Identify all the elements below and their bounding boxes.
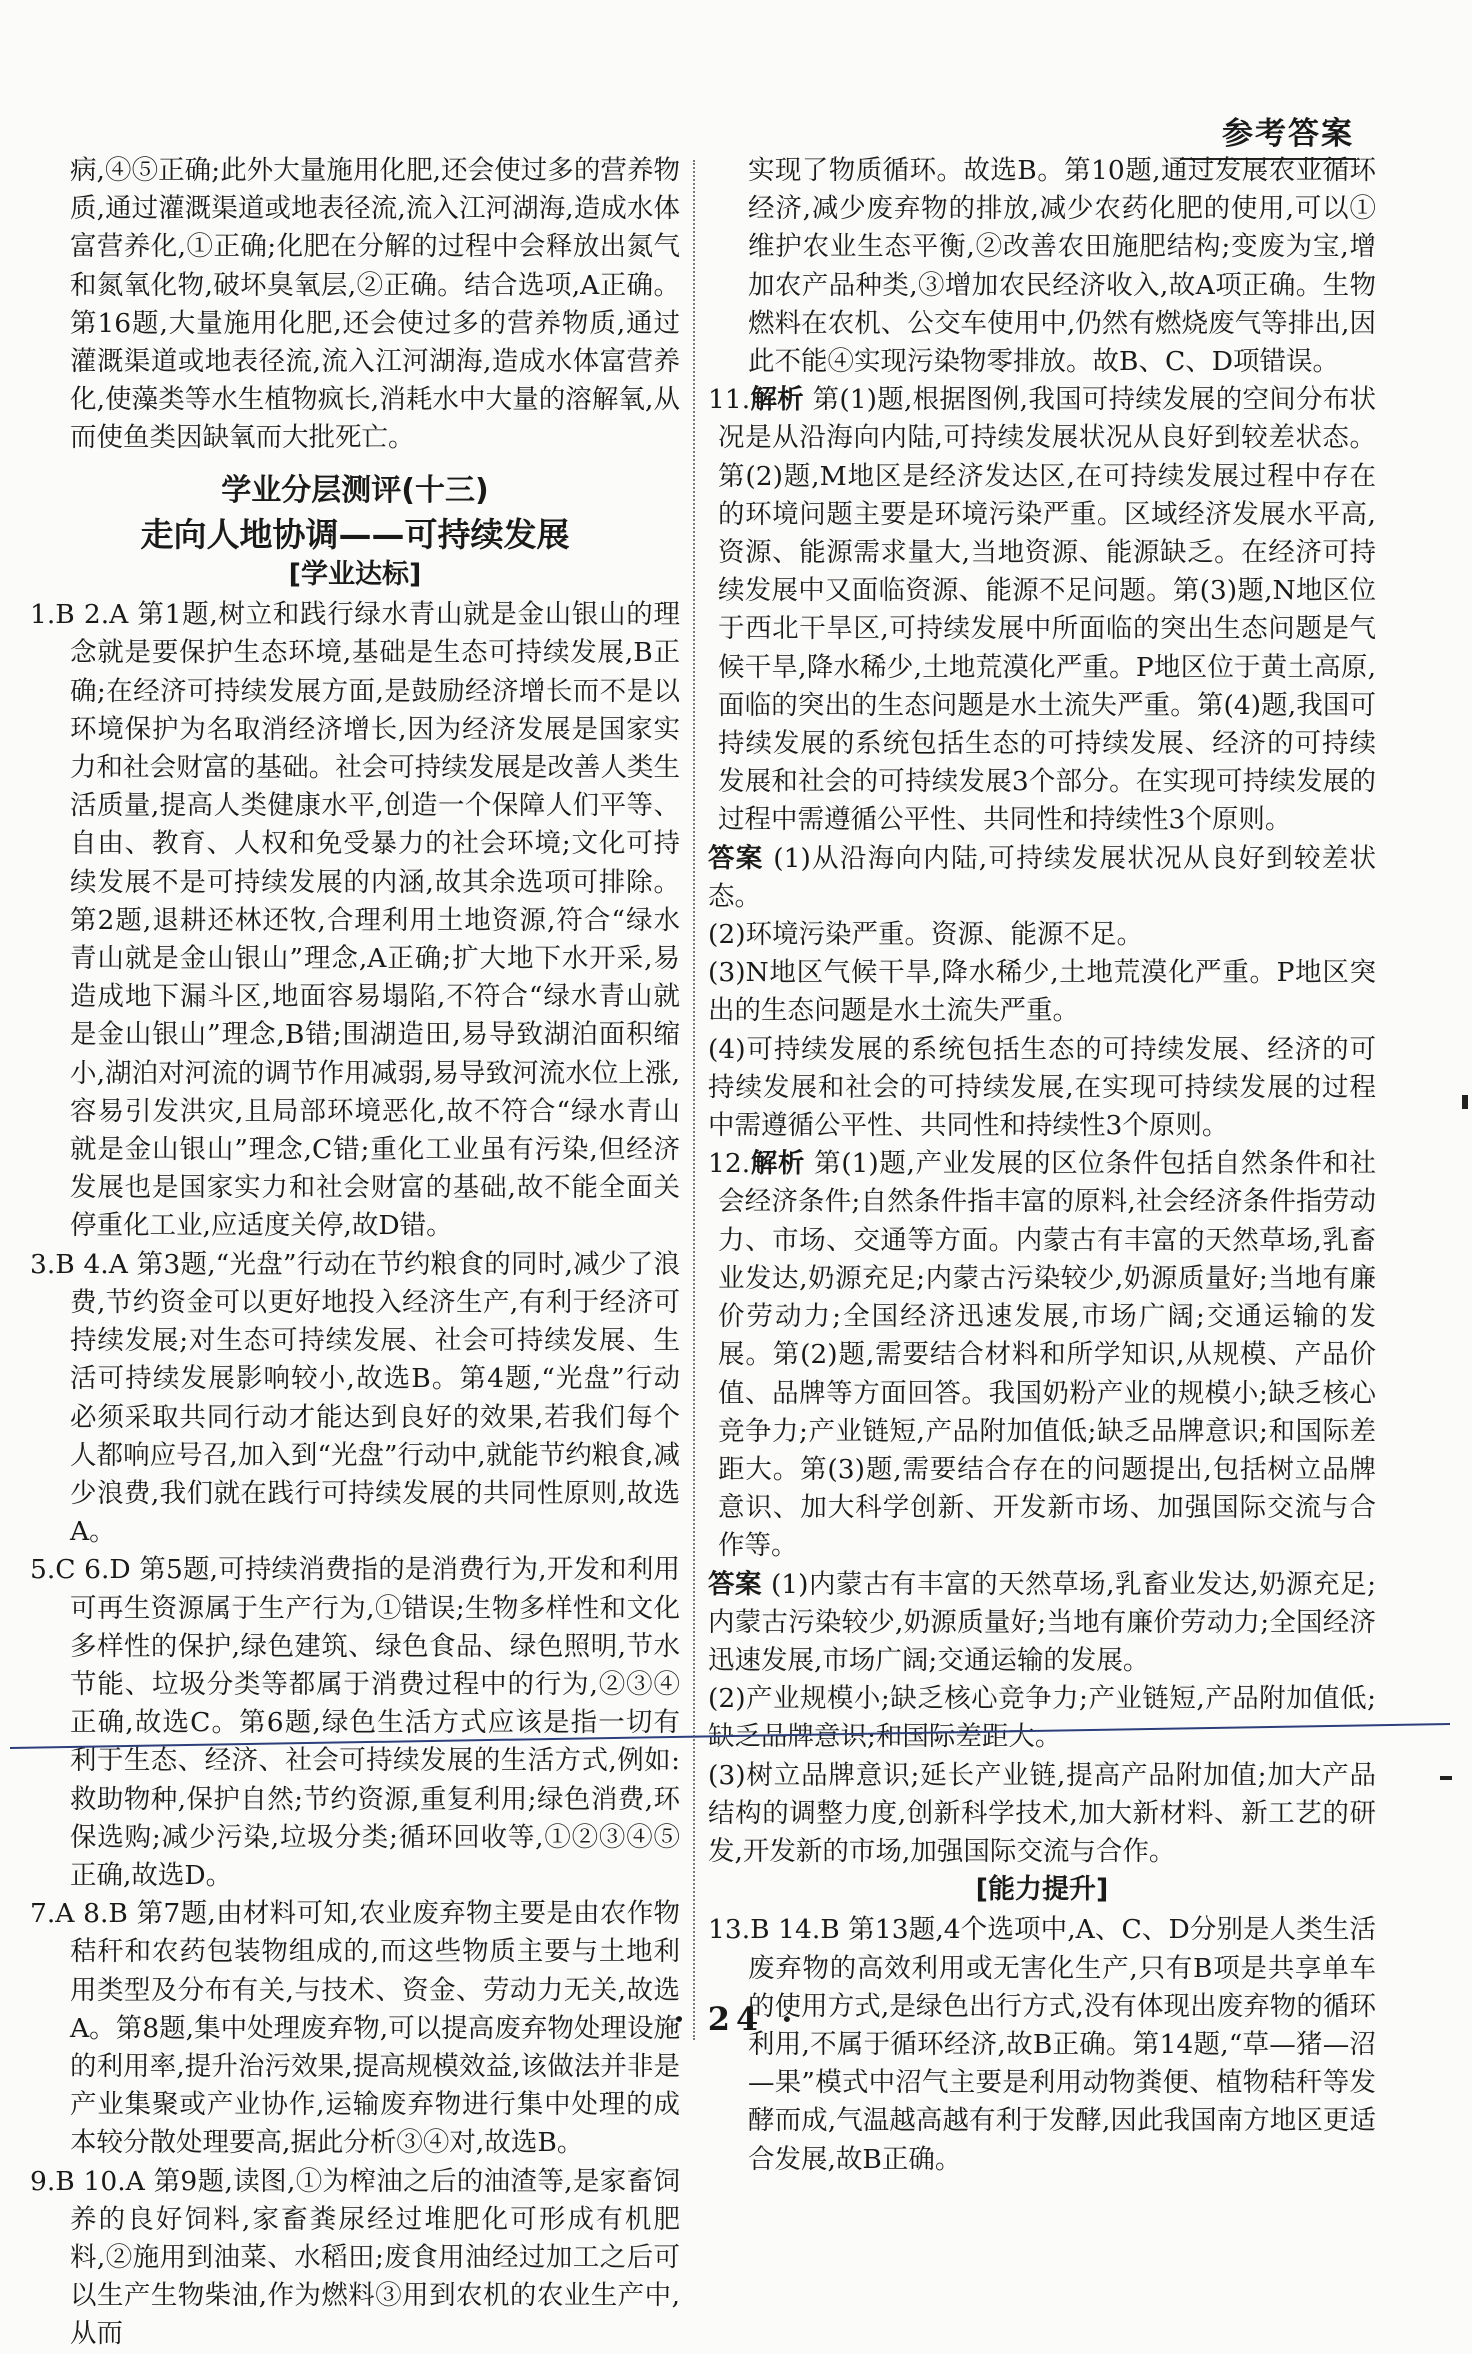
q12-analysis-label: 解析	[750, 1148, 806, 1180]
answer-3-4: 3.B 4.A 第3题,“光盘”行动在节约粮食的同时,减少了浪费,节约资金可以更好地投入经济生产,有利于经济可持续发展;对生态可持续发展、社会可持续发展、生活可持续发展影响较小,故选B。第4题,“光盘”行动必须采取共同行动才能达到良好的效果,若我们每个人都响应号召,加入到“光盘”行动中,就能节约粮食,减少浪费,我们就在践行可持续发展的共同性原则,故选A。	[30, 1248, 680, 1548]
left-intro-paragraph: 病,④⑤正确;此外大量施用化肥,还会使过多的营养物质,通过灌溉渠道或地表径流,流入江河湖海,造成水体富营养化,①正确;化肥在分解的过程中会释放出氮气和氮氧化物,破坏臭氧层,②正确。结合选项,A正确。第16题,大量施用化肥,还会使过多的营养物质,通过灌溉渠道或地表径流,流入江河湖海,造成水体富营养化,使藻类等水生植物疯长,消耗水中大量的溶解氧,从而使鱼类因缺氧而大批死亡。	[70, 155, 680, 454]
header-title: 参考答案	[1222, 116, 1354, 152]
right-column	[708, 152, 1376, 2179]
column-divider	[693, 160, 695, 2040]
q11-answer-1: (1)从沿海向内陆,可持续发展状况从良好到较差状态。	[708, 842, 1376, 912]
q11-answer-2: (2)环境污染严重。资源、能源不足。	[708, 919, 1144, 951]
q11-analysis-text: 第(1)题,根据图例,我国可持续发展的空间分布状况是从沿海向内陆,可持续发展状况从良好到较差状态。第(2)题,M地区是经济发达区,在可持续发展过程中存在的环境问题主要是环境污染严重。区域经济发展水平高,资源、能源需求量大,当地资源、能源缺乏。在经济可持续发展中又面临资源、能源不足问题。第(3)题,N地区位于西北干旱区,可持续发展中所面临的突出生态问题是气候干旱,降水稀少,土地荒漠化严重。P地区位于黄土高原,面临的突出的生态问题是水土流失严重。第(4)题,我国可持续发展的系统包括生态的可持续发展、经济的可持续发展和社会的可持续发展3个部分。在实现可持续发展的过程中需遵循公平性、共同性和持续性3个原则。	[718, 384, 1376, 836]
question-11-answer	[708, 840, 1376, 916]
q11-answer-label: 答案	[708, 842, 764, 874]
answer-13-14: 13.B 14.B 第13题,4个选项中,A、C、D分别是人类生活废弃物的高效利用或无害化生产,只有B项是共享单车的使用方式,是绿色出行方式,没有体现出废弃物的循环利用,不属于循环经济,故B正确。第14题,“草—猪—沼—果”模式中沼气主要是利用动物粪便、植物秸秆等发酵而成,气温越高越有利于发酵,因此我国南方地区更适合发展,故B正确。	[708, 1914, 1376, 2175]
q12-answer-label: 答案	[708, 1568, 763, 1600]
q12-answer-3: (3)树立品牌意识;延长产业链,提高产品附加值;加大产品结构的调整力度,创新科学技术,加大新材料、新工艺的研发,开发新的市场,加强国际交流与合作。	[708, 1759, 1376, 1867]
question-12-analysis	[708, 1145, 1376, 1565]
section-subtitle: 走向人地协调——可持续发展	[140, 514, 570, 554]
edge-mark	[1440, 1776, 1452, 1780]
q12-answer-2: (2)产业规模小;缺乏核心竞争力;产业链短,产品附加值低;缺乏品牌意识;和国际差距大。	[708, 1683, 1376, 1753]
question-11-analysis	[708, 381, 1376, 839]
q11-answer-4: (4)可持续发展的系统包括生态的可持续发展、经济的可持续发展和社会的可持续发展,在实现可持续发展的过程中需遵循公平性、共同性和持续性3个原则。	[708, 1033, 1376, 1142]
answer-5-6: 5.C 6.D 第5题,可持续消费指的是消费行为,开发和利用可再生资源属于生产行为,①错误;生物多样性和文化多样性的保护,绿色建筑、绿色食品、绿色照明,节水节能、垃圾分类等都属于消费过程中的行为,②③④正确,故选C。第6题,绿色生活方式应该是指一切有利于生态、经济、社会可持续发展的生活方式,例如:救助物种,保护自然;节约资源,重复利用;绿色消费,环保选购;减少污染,垃圾分类;循环回收等,①②③④⑤正确,故选D。	[30, 1554, 680, 1891]
question-12-answer	[708, 1566, 1376, 1681]
subsection-basic: [学业达标]	[288, 559, 422, 591]
q12-analysis-text: 第(1)题,产业发展的区位条件包括自然条件和社会经济条件;自然条件指丰富的原料,社会经济条件指劳动力、市场、交通等方面。内蒙古有丰富的天然草场,乳畜业发达,奶源充足;内蒙古污染较少,奶源质量好;当地有廉价劳动力;全国经济迅速发展,市场广阔;交通运输的发展。第(2)题,需要结合材料和所学知识,从规模、产品价值、品牌等方面回答。我国奶粉产业的规模小;缺乏核心竞争力;产业链短,产品附加值低;缺乏品牌意识;和国际差距大。第(3)题,需要结合存在的问题提出,包括树立品牌意识、加大科学创新、开发新市场、加强国际交流与合作等。	[718, 1148, 1376, 1562]
q11-number: 11.	[708, 384, 751, 416]
q12-number: 12.	[708, 1148, 751, 1180]
q11-analysis-label: 解析	[750, 384, 804, 416]
page-number: · 24 ·	[673, 2000, 799, 2038]
edge-mark	[1462, 1095, 1468, 1109]
answer-9-10: 9.B 10.A 第9题,读图,①为榨油之后的油渣等,是家畜饲养的良好饲料,家畜粪尿经过堆肥化可形成有机肥料,②施用到油菜、水稻田;废食用油经过加工之后可以生产生物柴油,作为燃料③用到农机的农业生产中,从而	[30, 2165, 680, 2350]
right-intro-paragraph: 实现了物质循环。故选B。第10题,通过发展农业循环经济,减少废弃物的排放,减少农药化肥的使用,可以①维护农业生态平衡,②改善农田施肥结构;变废为宝,增加农产品种类,③增加农民经济收入,故A项正确。生物燃料在农机、公交车使用中,仍然有燃烧废气等排出,因此不能④实现污染物零排放。故B、C、D项错误。	[748, 155, 1376, 378]
answer-1-2: 1.B 2.A 第1题,树立和践行绿水青山就是金山银山的理念就是要保护生态环境,基础是生态可持续发展,B正确;在经济可持续发展方面,是鼓励经济增长而不是以环境保护为名取消经济增长,因为经济发展是国家实力和社会财富的基础。社会可持续发展是改善人类生活质量,提高人类健康水平,创造一个保障人们平等、自由、教育、人权和免受暴力的社会环境;文化可持续发展不是可持续发展的内涵,故其余选项可排除。第2题,退耕还林还牧,合理利用土地资源,符合“绿水青山就是金山银山”理念,A正确;扩大地下水开采,易造成地下漏斗区,地面容易塌陷,不符合“绿水青山就是金山银山”理念,B错;围湖造田,易导致湖泊面积缩小,湖泊对河流的调节作用减弱,易导致河流水位上涨,容易引发洪灾,且局部环境恶化,故不符合“绿水青山就是金山银山”理念,C错;重化工业虽有污染,但经济发展也是国家实力和社会财富的基础,故不能全面关停重化工业,应适度关停,故D错。	[30, 599, 680, 1242]
q11-answer-3: (3)N地区气候干旱,降水稀少,土地荒漠化严重。P地区突出的生态问题是水土流失严重。	[708, 957, 1376, 1027]
q12-answer-1: (1)内蒙古有丰富的天然草场,乳畜业发达,奶源充足;内蒙古污染较少,奶源质量好;当地有廉价劳动力;全国经济迅速发展,市场广阔;交通运输的发展。	[708, 1568, 1377, 1676]
section-title: 学业分层测评(十三)	[221, 472, 489, 508]
subsection-advanced: [能力提升]	[975, 1874, 1109, 1906]
answer-7-8: 7.A 8.B 第7题,由材料可知,农业废弃物主要是由农作物秸秆和农药包装物组成的,而这些物质主要与土地利用类型及分布有关,与技术、资金、劳动力无关,故选A。第8题,集中处理废弃物,可以提高废弃物处理设施的利用率,提升治污效果,提高规模效益,该做法并非是产业集聚或产业协作,运输废弃物进行集中处理的成本较分散处理要高,据此分析③④对,故选B。	[30, 1898, 680, 2159]
